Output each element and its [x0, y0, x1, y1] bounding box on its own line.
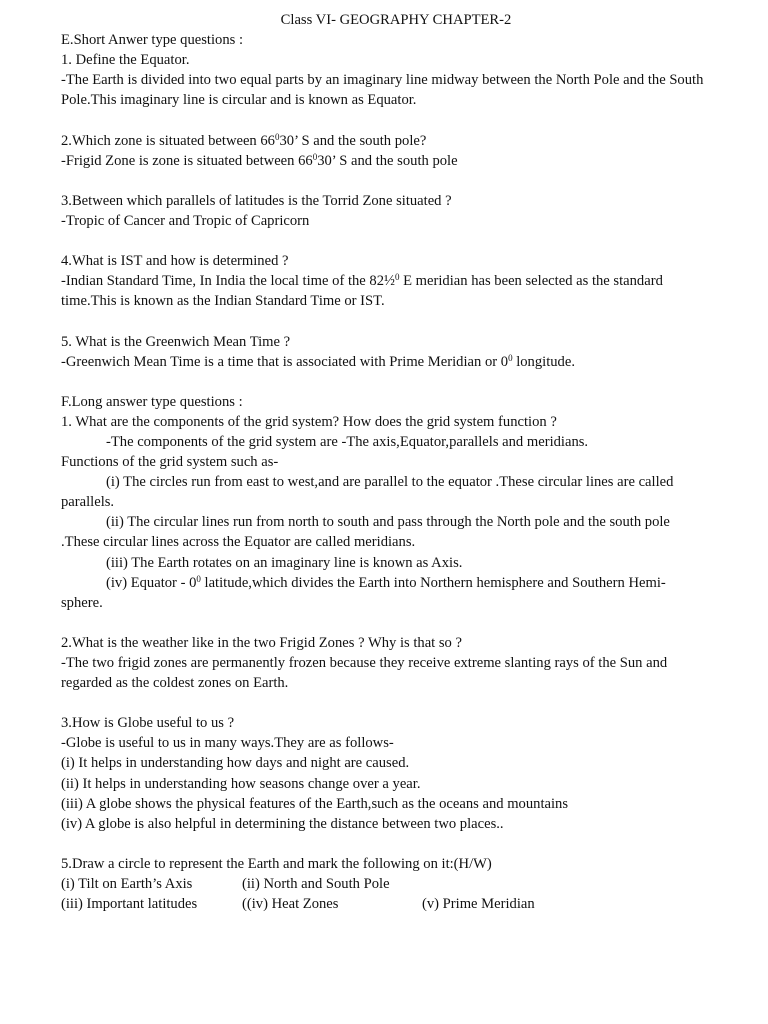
- f-q5-item-ii: (ii) North and South Pole: [242, 876, 390, 893]
- f-q1-point-iv-cont: sphere.: [61, 594, 103, 611]
- f-q5-items-row-1: [61, 874, 721, 894]
- e-q4-answer: [61, 271, 721, 311]
- f-q2-question: 2.What is the weather like in the two Frigid Zones ? Why is that so ?: [61, 634, 462, 651]
- section-e-heading: E.Short Anwer type questions :: [61, 32, 244, 49]
- f-q1-point-ii-cont: .These circular lines across the Equator are called meridians.: [61, 534, 416, 551]
- f-q5-items-row-2: [61, 894, 721, 914]
- degree-superscript: 0: [312, 151, 318, 162]
- spacer: [61, 372, 721, 392]
- e-q5-answer: [61, 352, 721, 372]
- f-q5-item-i: (i) Tilt on Earth’s Axis: [61, 876, 193, 893]
- e-q2-question-post: 30’ S and the south pole?: [279, 132, 427, 149]
- spacer: [61, 110, 721, 130]
- f-q3-question: 3.How is Globe useful to us ?: [61, 715, 235, 732]
- e-q5-answer-post: longitude.: [512, 353, 575, 370]
- document-title: Class VI- GEOGRAPHY CHAPTER-2: [280, 12, 512, 28]
- degree-superscript: 0: [394, 272, 400, 283]
- e-q4-answer-pre: -Indian Standard Time, In India the local time of the 82½: [61, 273, 395, 290]
- f-q3-answer: -Globe is useful to us in many ways.They are as follows-: [61, 735, 394, 752]
- degree-superscript: 0: [508, 352, 513, 363]
- spacer: [61, 171, 721, 191]
- f-q5-item-v: (v) Prime Meridian: [422, 896, 535, 913]
- document-page: [61, 10, 721, 914]
- e-q2-question-pre: 2.Which zone is situated between 66: [61, 132, 275, 149]
- f-q1-point-iv: [61, 573, 721, 593]
- spacer: [61, 693, 721, 713]
- e-q1-question: 1. Define the Equator.: [61, 52, 190, 69]
- f-q5-question: 5.Draw a circle to represent the Earth and mark the following on it:(H/W): [61, 855, 492, 872]
- e-q5-question: 5. What is the Greenwich Mean Time ?: [61, 333, 291, 350]
- section-f-heading: F.Long answer type questions :: [61, 393, 243, 410]
- spacer: [61, 834, 721, 854]
- spacer: [61, 613, 721, 633]
- f-q1-point-i: (i) The circles run from east to west,and are parallel to the equator .These circular lines are called: [106, 474, 674, 491]
- e-q2-answer: [61, 151, 721, 171]
- f-q1-point-iv-pre: (iv) Equator - 0: [106, 574, 197, 591]
- f-q3-point-ii: (ii) It helps in understanding how seasons change over a year.: [61, 775, 421, 792]
- f-q5-item-iv: ((iv) Heat Zones: [242, 896, 339, 913]
- e-q4-question: 4.What is IST and how is determined ?: [61, 253, 289, 270]
- degree-superscript: 0: [274, 131, 280, 142]
- f-q1-point-i-cont: parallels.: [61, 494, 115, 511]
- f-q1-point-ii: (ii) The circular lines run from north to south and pass through the North pole and the south pole: [106, 514, 670, 531]
- e-q5-answer-pre: -Greenwich Mean Time is a time that is associated with Prime Meridian or 0: [61, 353, 509, 370]
- f-q1-point-iii: (iii) The Earth rotates on an imaginary line is known as Axis.: [106, 554, 463, 571]
- e-q2-answer-post: 30’ S and the south pole: [317, 152, 458, 169]
- f-q1-point-iv-post: latitude,which divides the Earth into Northern hemisphere and Southern Hemi-: [200, 574, 666, 591]
- f-q3-point-iii: (iii) A globe shows the physical features of the Earth,such as the oceans and mountains: [61, 795, 569, 812]
- f-q1-answer: -The components of the grid system are -The axis,Equator,parallels and meridians.: [106, 433, 589, 450]
- f-q1-question: 1. What are the components of the grid system? How does the grid system function ?: [61, 413, 557, 430]
- f-q2-answer: -The two frigid zones are permanently frozen because they receive extreme slanting rays of the Sun and regarded as the coldest zones on Earth.: [61, 655, 668, 692]
- e-q3-question: 3.Between which parallels of latitudes is the Torrid Zone situated ?: [61, 192, 452, 209]
- e-q2-question: [61, 131, 721, 151]
- e-q4-answer-post: E meridian has been selected as the standard time.This is known as the Indian Standard Time or IST.: [61, 273, 663, 310]
- e-q2-answer-pre: -Frigid Zone is zone is situated between 66: [61, 152, 313, 169]
- f-q3-point-i: (i) It helps in understanding how days and night are caused.: [61, 755, 410, 772]
- spacer: [61, 311, 721, 331]
- spacer: [61, 231, 721, 251]
- f-q3-point-iv: (iv) A globe is also helpful in determining the distance between two places..: [61, 815, 504, 832]
- f-q1-functions-intro: Functions of the grid system such as-: [61, 454, 279, 471]
- f-q5-item-iii: (iii) Important latitudes: [61, 896, 198, 913]
- e-q1-answer: -The Earth is divided into two equal parts by an imaginary line midway between the North Pole and the South Pole.This imaginary line is circular and is known as Equator.: [61, 72, 704, 109]
- degree-superscript: 0: [196, 573, 201, 584]
- e-q3-answer: -Tropic of Cancer and Tropic of Capricorn: [61, 212, 310, 229]
